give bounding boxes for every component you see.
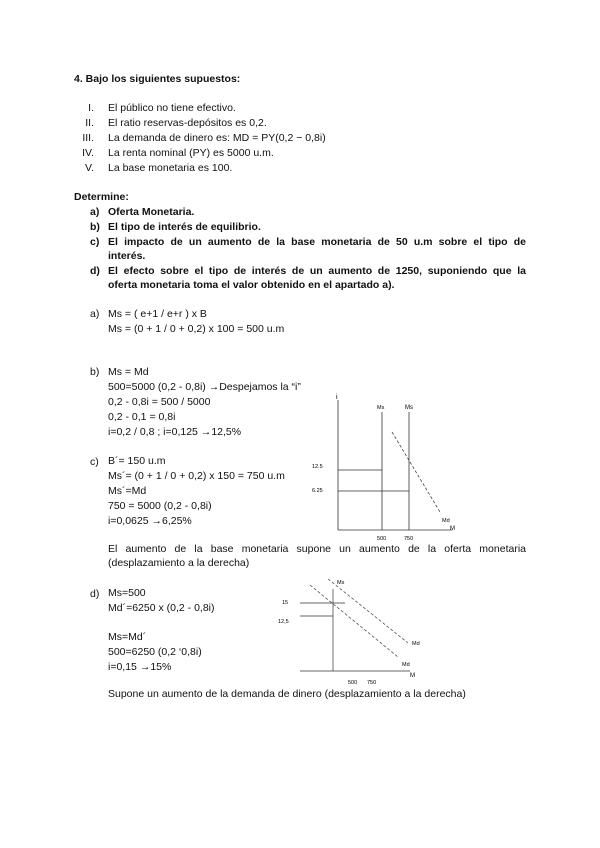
determine-heading: Determine: [74, 191, 129, 203]
answer-line: 0,2 - 0,1 = 0,8i [108, 411, 176, 423]
assumption-number: III. [82, 132, 94, 144]
md-label: Md [412, 641, 420, 647]
question-text-cont: interés. [108, 250, 146, 262]
answer-line: Ms´= (0 + 1 / 0 + 0,2) x 150 = 750 u.m [108, 470, 285, 482]
assumption-text: El público no tiene efectivo. [108, 102, 236, 114]
assumption-text: La renta nominal (PY) es 5000 u.m. [108, 147, 274, 159]
answer-line: 0,2 - 0,8i = 500 / 5000 [108, 396, 211, 408]
answer-line: 500=6250 (0,2 ‘0,8i) [108, 646, 202, 658]
answer-label: a) [90, 308, 100, 320]
assumption-text: El ratio reservas-depósitos es 0,2. [108, 117, 267, 129]
assumption-text: La demanda de dinero es: MD = PY(0,2 − 0,8i) [108, 132, 326, 144]
x-tick-label: 500 [348, 680, 358, 686]
answer-line: Ms=500 [108, 587, 146, 599]
y-tick-label: 12,5 [278, 619, 289, 625]
question-text-cont: oferta monetaria toma el valor obtenido en el apartado a). [108, 279, 395, 291]
question-letter: c) [90, 236, 100, 248]
question-letter: d) [90, 265, 100, 277]
assumption-number: II. [85, 117, 94, 129]
graph-demand-shift [270, 575, 440, 690]
graph-supply-shift [300, 390, 470, 550]
answer-line: 500=5000 (0,2 - 0,8i) →Despejamos la “i” [108, 381, 301, 393]
answer-line: i=0,0625 →6,25% [108, 515, 192, 527]
answer-line: Ms = Md [108, 366, 149, 378]
md-shifted-label: Md [402, 662, 410, 668]
answer-label: b) [90, 366, 100, 378]
exercise-heading: 4. Bajo los siguientes supuestos: [74, 73, 241, 85]
y-tick-label: 15 [282, 600, 289, 606]
answer-label: c) [90, 456, 99, 468]
answer-conclusion-cont: (desplazamiento a la derecha) [108, 557, 250, 569]
question-text: El impacto de un aumento de la base monetaria de 50 u.m sobre el tipo de [108, 236, 526, 248]
answer-line: Ms = ( e+1 / e+r ) x B [108, 308, 207, 320]
answer-conclusion: Supone un aumento de la demanda de dinero (desplazamiento a la derecha) [108, 688, 466, 700]
answer-line: i=0,15 →15% [108, 661, 172, 673]
ms-label: Ms [337, 580, 345, 586]
answer-label: d) [90, 588, 100, 600]
question-text: El efecto sobre el tipo de interés de un aumento de 1250, suponiendo que la [108, 265, 526, 277]
answer-line: Ms = (0 + 1 / 0 + 0,2) x 100 = 500 u.m [108, 323, 285, 335]
question-letter: b) [90, 221, 100, 233]
x-tick-label: 750 [367, 680, 377, 686]
question-letter: a) [90, 206, 100, 218]
assumption-text: La base monetaria es 100. [108, 162, 233, 174]
assumption-number: V. [85, 162, 94, 174]
x-tick-label: 750 [404, 536, 414, 542]
y-tick-label: 6.25 [312, 488, 323, 494]
y-tick-label: 12.5 [312, 464, 323, 470]
md-line [392, 432, 440, 512]
md-line [310, 585, 398, 657]
answer-line: 750 = 5000 (0,2 - 0,8i) [108, 500, 212, 512]
md-shifted-line [328, 579, 408, 643]
answer-line: Ms´=Md [108, 485, 147, 497]
x-axis-label: M [450, 526, 455, 532]
md-label: Md [442, 518, 450, 524]
ms-label: Ms [377, 405, 385, 411]
answer-line: Md´=6250 x (0,2 - 0,8i) [108, 602, 215, 614]
question-text: Oferta Monetaria. [108, 206, 195, 218]
answer-line: Ms=Md´ [108, 631, 147, 643]
x-tick-label: 500 [377, 536, 387, 542]
answer-conclusion: El aumento de la base monetaria supone un aumento de la oferta monetaria [108, 543, 526, 555]
question-text: El tipo de interés de equilibrio. [108, 221, 261, 233]
answer-line: B´= 150 u.m [108, 455, 166, 467]
answer-line: i=0,2 / 0,8 ; i=0,125 →12,5% [108, 426, 242, 438]
x-axis-label: M [410, 673, 415, 679]
assumption-number: IV. [82, 147, 94, 159]
y-axis-label: i [336, 394, 338, 401]
ms-shifted-label: Ms [405, 405, 413, 411]
assumption-number: I. [88, 102, 94, 114]
